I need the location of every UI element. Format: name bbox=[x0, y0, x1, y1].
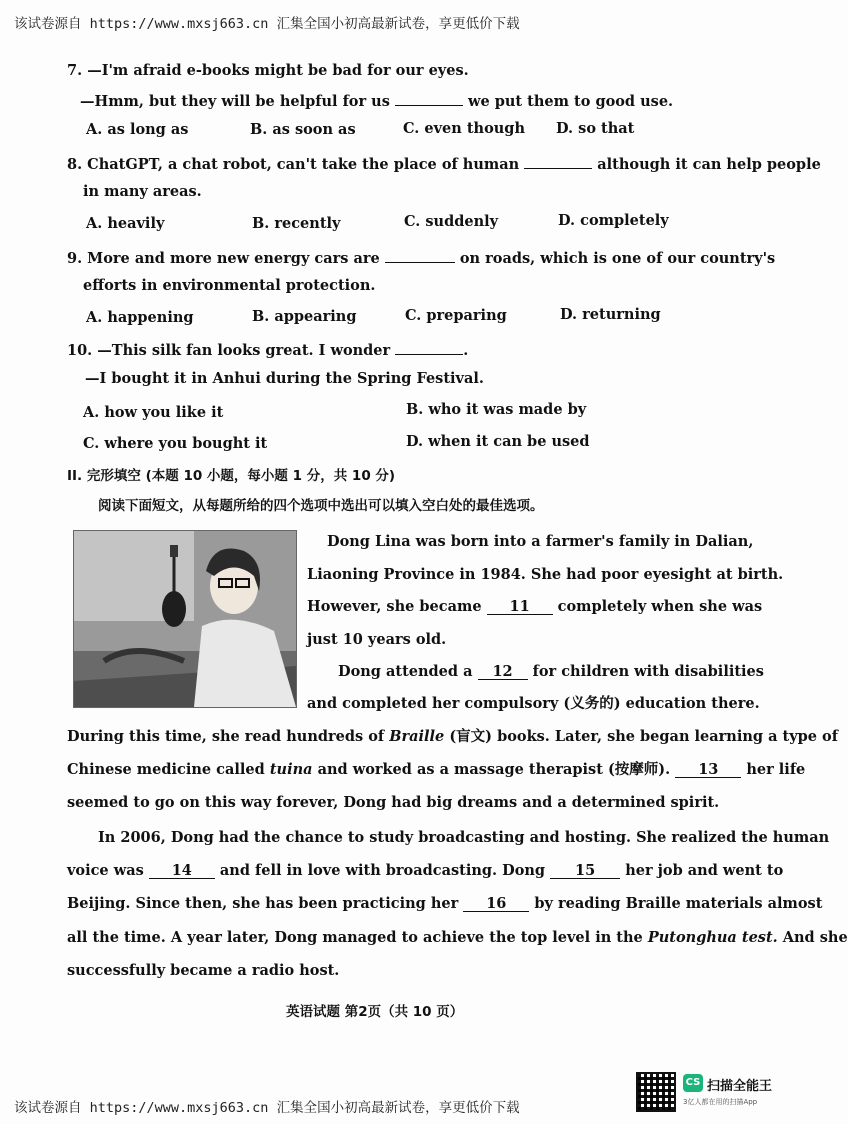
p3-line1: In 2006, Dong had the chance to study broadcasting and hosting. She realized the human bbox=[98, 829, 830, 846]
q10-option-d: D. when it can be used bbox=[406, 433, 590, 450]
p2-line3-b: (盲文) books. Later, she began learning a type of bbox=[449, 728, 838, 745]
q7-option-c: C. even though bbox=[403, 120, 525, 137]
p2-line4 bbox=[67, 761, 805, 779]
q7-option-a: A. as long as bbox=[86, 121, 189, 138]
q8-option-d: D. completely bbox=[558, 212, 669, 229]
q10-option-c: C. where you bought it bbox=[83, 435, 268, 452]
q7-response-b: we put them to good use. bbox=[468, 93, 674, 110]
q10-blank bbox=[395, 338, 463, 355]
q9-blank bbox=[385, 246, 455, 263]
section2-title: II. 完形填空 (本题 10 小题，每小题 1 分，共 10 分) bbox=[67, 468, 396, 484]
source-footer: 该试卷源自 https://www.mxsj663.cn 汇集全国小初高最新试卷，享更低价下载 bbox=[14, 1100, 520, 1116]
q7-prompt: —I'm afraid e-books might be bad for our eyes. bbox=[87, 62, 469, 79]
p2-line4-a: Chinese medicine called bbox=[67, 761, 265, 778]
blank-12: 12 bbox=[478, 663, 528, 680]
q7-response-a: —Hmm, but they will be helpful for us bbox=[80, 93, 390, 110]
section2-instruction: 阅读下面短文，从每题所给的四个选项中选出可以填入空白处的最佳选项。 bbox=[98, 498, 544, 514]
q8-option-c: C. suddenly bbox=[404, 213, 499, 230]
p2-line3-a: During this time, she read hundreds of bbox=[67, 728, 385, 745]
q9-line1 bbox=[67, 246, 775, 268]
p2-line1-b: for children with disabilities bbox=[532, 663, 764, 680]
q8-line2: in many areas. bbox=[83, 183, 202, 200]
tuina-term: tuina bbox=[269, 761, 313, 778]
p1-line3-b: completely when she was bbox=[557, 598, 763, 615]
p3-line2-b: and fell in love with broadcasting. Dong bbox=[219, 862, 546, 879]
p1-line2: Liaoning Province in 1984. She had poor eyesight at birth. bbox=[307, 566, 784, 583]
q9-option-a: A. happening bbox=[86, 309, 194, 326]
p3-line3 bbox=[67, 895, 822, 913]
q8-line1 bbox=[67, 152, 821, 174]
p3-line3-b: by reading Braille materials almost bbox=[534, 895, 823, 912]
q7-line1 bbox=[67, 62, 469, 80]
braille-term: Braille bbox=[389, 728, 445, 745]
q9-option-d: D. returning bbox=[560, 306, 661, 323]
p3-line4-a: all the time. A year later, Dong managed to achieve the top level in the bbox=[67, 929, 643, 946]
p2-line4-b: and worked as a massage therapist (按摩师). bbox=[317, 761, 671, 778]
camscanner-tagline: 3亿人都在用的扫描App bbox=[683, 1098, 758, 1106]
q10-line1 bbox=[67, 338, 468, 360]
p2-line4-c: her life bbox=[746, 761, 806, 778]
q7-option-b: B. as soon as bbox=[250, 121, 356, 138]
q7-blank bbox=[395, 89, 463, 106]
q10-option-b: B. who it was made by bbox=[406, 401, 587, 418]
p2-line3 bbox=[67, 728, 838, 746]
q8-prompt-a: 8. ChatGPT, a chat robot, can't take the place of human bbox=[67, 156, 520, 173]
q7-number: 7. bbox=[67, 62, 83, 79]
q9-prompt-a: 9. More and more new energy cars are bbox=[67, 250, 380, 267]
p2-line1 bbox=[338, 663, 764, 681]
q9-option-b: B. appearing bbox=[252, 308, 357, 325]
q10-option-a: A. how you like it bbox=[83, 404, 224, 421]
q10-prompt-a: 10. —This silk fan looks great. I wonder bbox=[67, 342, 391, 359]
radio-host-illustration bbox=[74, 531, 296, 707]
p2-line5: seemed to go on this way forever, Dong had big dreams and a determined spirit. bbox=[67, 794, 720, 811]
camscanner-name: 扫描全能王 bbox=[707, 1079, 773, 1094]
p3-line2 bbox=[67, 862, 783, 880]
q9-option-c: C. preparing bbox=[405, 307, 507, 324]
blank-15: 15 bbox=[550, 862, 620, 879]
p2-line1-a: Dong attended a bbox=[338, 663, 473, 680]
q8-option-b: B. recently bbox=[252, 215, 341, 232]
q7-option-d: D. so that bbox=[556, 120, 635, 137]
p3-line5: successfully became a radio host. bbox=[67, 962, 340, 979]
p2-line2: and completed her compulsory (义务的) education there. bbox=[307, 695, 760, 712]
blank-14: 14 bbox=[149, 862, 215, 879]
blank-16: 16 bbox=[463, 895, 529, 912]
p1-line4: just 10 years old. bbox=[307, 631, 447, 648]
q8-option-a: A. heavily bbox=[86, 215, 165, 232]
source-header: 该试卷源自 https://www.mxsj663.cn 汇集全国小初高最新试卷，享更低价下载 bbox=[14, 16, 520, 32]
q8-blank bbox=[524, 152, 592, 169]
camscanner-logo: CS bbox=[683, 1074, 703, 1092]
page-footer: 英语试题 第2页（共 10 页） bbox=[286, 1004, 464, 1020]
photo-radio-host bbox=[73, 530, 297, 708]
p3-line4 bbox=[67, 929, 848, 947]
p3-line3-a: Beijing. Since then, she has been practicing her bbox=[67, 895, 459, 912]
q9-line2: efforts in environmental protection. bbox=[83, 277, 376, 294]
p1-line1: Dong Lina was born into a farmer's family in Dalian, bbox=[327, 533, 754, 550]
qr-code bbox=[636, 1072, 676, 1112]
blank-13: 13 bbox=[675, 761, 741, 778]
q10-prompt-b: . bbox=[463, 342, 469, 359]
p3-line2-c: her job and went to bbox=[625, 862, 784, 879]
p3-line2-a: voice was bbox=[67, 862, 144, 879]
putonghua-term: Putonghua test. bbox=[647, 929, 778, 946]
q8-prompt-b: although it can help people bbox=[597, 156, 821, 173]
p1-line3-a: However, she became bbox=[307, 598, 482, 615]
blank-11: 11 bbox=[487, 598, 553, 615]
q7-line2 bbox=[80, 89, 673, 111]
p1-line3 bbox=[307, 598, 762, 616]
q9-prompt-b: on roads, which is one of our country's bbox=[459, 250, 776, 267]
q10-line2: —I bought it in Anhui during the Spring Festival. bbox=[85, 370, 484, 387]
p3-line4-b: And she bbox=[782, 929, 848, 946]
